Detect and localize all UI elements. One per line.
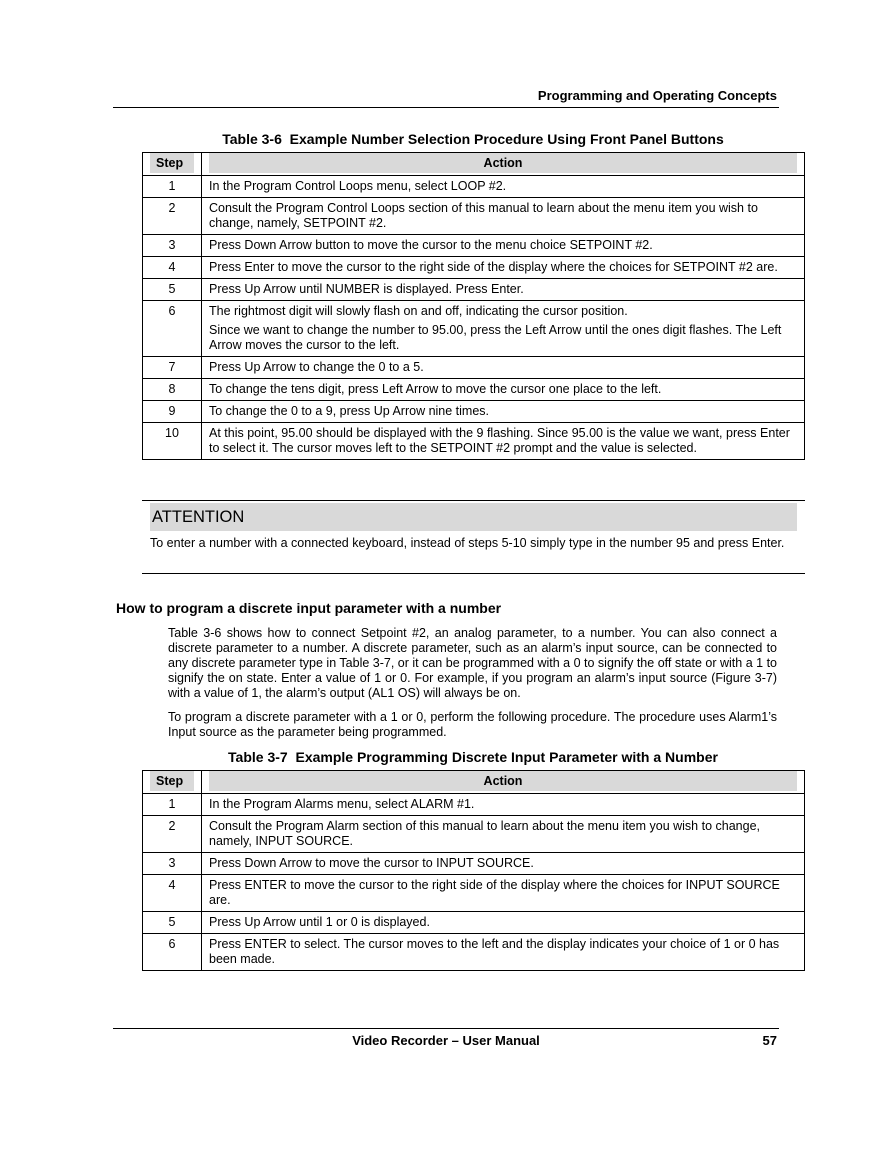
step-number: 9 <box>143 401 202 423</box>
action-text: Press Up Arrow until NUMBER is displayed. Press Enter. <box>209 282 524 296</box>
step-action <box>202 257 805 279</box>
step-action <box>202 301 805 357</box>
table-row <box>143 794 805 816</box>
action-text: To change the tens digit, press Left Arrow to move the cursor one place to the left. <box>209 382 662 396</box>
step-action <box>202 875 805 912</box>
action-text: Consult the Program Control Loops section of this manual to learn about the menu item you wish to change, namely, SETPOINT #2. <box>209 201 758 230</box>
table1-number-selection <box>142 152 805 460</box>
section-paragraph-1: Table 3-6 shows how to connect Setpoint #2, an analog parameter, to a number. You can also connect a discrete parameter to a number. A discrete parameter, such as an alarm’s input source, can be connected to any discrete parameter type in Table 3-7, or it can be programmed with a 0 to signify the off state or with a 1 to signify the on state. Enter a value of 1 or 0. For example, if you program an alarm’s input source (Figure 3-7) with a value of 1, the alarm’s output (AL1 OS) will always be on. <box>168 626 777 700</box>
footer-title: Video Recorder – User Manual <box>352 1033 540 1048</box>
step-action <box>202 794 805 816</box>
step-number: 6 <box>143 301 202 357</box>
step-number: 2 <box>143 816 202 853</box>
table-row <box>143 401 805 423</box>
step-action <box>202 279 805 301</box>
step-action <box>202 401 805 423</box>
table-row <box>143 423 805 460</box>
action-text: Consult the Program Alarm section of this manual to learn about the menu item you wish to change, namely, INPUT SOURCE. <box>209 819 760 848</box>
step-action <box>202 357 805 379</box>
table1-caption: Table 3-6 Example Number Selection Procedure Using Front Panel Buttons <box>222 131 724 147</box>
action-text: In the Program Alarms menu, select ALARM #1. <box>209 797 475 811</box>
action-text: Press Up Arrow until 1 or 0 is displayed. <box>209 915 430 929</box>
step-number: 4 <box>143 257 202 279</box>
step-number: 1 <box>143 794 202 816</box>
step-number: 8 <box>143 379 202 401</box>
action-text: To change the 0 to a 9, press Up Arrow nine times. <box>209 404 490 418</box>
step-action <box>202 198 805 235</box>
step-number: 3 <box>143 853 202 875</box>
step-number: 1 <box>143 176 202 198</box>
step-number: 2 <box>143 198 202 235</box>
footer-divider <box>113 1028 779 1029</box>
step-action <box>202 379 805 401</box>
step-number: 3 <box>143 235 202 257</box>
attention-title: ATTENTION <box>150 503 797 531</box>
step-action <box>202 853 805 875</box>
table2-caption: Table 3-7 Example Programming Discrete Input Parameter with a Number <box>228 749 718 765</box>
table-row <box>143 235 805 257</box>
table-row <box>143 853 805 875</box>
step-action <box>202 176 805 198</box>
step-number: 5 <box>143 279 202 301</box>
action-text: Press ENTER to select. The cursor moves to the left and the display indicates your choice of 1 or 0 has been made. <box>209 937 780 966</box>
table-row <box>143 379 805 401</box>
table1-action-header: Action <box>202 153 805 176</box>
section-heading: How to program a discrete input parameter with a number <box>116 600 502 616</box>
step-action <box>202 235 805 257</box>
step-number: 6 <box>143 934 202 971</box>
action-text: Press Enter to move the cursor to the right side of the display where the choices for SETPOINT #2 are. <box>209 260 778 274</box>
table-row <box>143 198 805 235</box>
header-divider <box>113 107 779 108</box>
table-row <box>143 875 805 912</box>
action-text: The rightmost digit will slowly flash on and off, indicating the cursor position. <box>209 304 628 318</box>
page-number: 57 <box>762 1033 777 1048</box>
page-header-title: Programming and Operating Concepts <box>537 88 777 103</box>
table2-action-header: Action <box>202 771 805 794</box>
step-action <box>202 934 805 971</box>
table-row <box>143 934 805 971</box>
table1-step-header: Step <box>143 153 202 176</box>
action-text: At this point, 95.00 should be displayed with the 9 flashing. Since 95.00 is the value we want, press Enter to select it. The cursor moves left to the SETPOINT #2 prompt and the value is selected. <box>209 426 790 455</box>
step-number: 4 <box>143 875 202 912</box>
action-text: Press Down Arrow to move the cursor to INPUT SOURCE. <box>209 856 534 870</box>
action-text: Press Up Arrow to change the 0 to a 5. <box>209 360 424 374</box>
table-row <box>143 279 805 301</box>
action-text: Press ENTER to move the cursor to the right side of the display where the choices for INPUT SOURCE are. <box>209 878 780 907</box>
attention-box <box>142 500 805 574</box>
table-row <box>143 912 805 934</box>
table2-step-header: Step <box>143 771 202 794</box>
section-paragraph-2: To program a discrete parameter with a 1 or 0, perform the following procedure. The procedure uses Alarm1’s Input source as the parameter being programmed. <box>168 710 777 739</box>
table-row <box>143 301 805 357</box>
table-row <box>143 257 805 279</box>
action-text: Since we want to change the number to 95.00, press the Left Arrow until the ones digit flashes. The Left Arrow moves the cursor to the left. <box>209 323 782 352</box>
step-number: 10 <box>143 423 202 460</box>
action-text: Press Down Arrow button to move the cursor to the menu choice SETPOINT #2. <box>209 238 653 252</box>
step-action <box>202 423 805 460</box>
table2-discrete-input <box>142 770 805 971</box>
action-text: In the Program Control Loops menu, select LOOP #2. <box>209 179 507 193</box>
table-row <box>143 357 805 379</box>
step-number: 7 <box>143 357 202 379</box>
table-row <box>143 816 805 853</box>
attention-text: To enter a number with a connected keyboard, instead of steps 5-10 simply type in the number 95 and press Enter. <box>150 536 785 550</box>
table-row <box>143 176 805 198</box>
step-number: 5 <box>143 912 202 934</box>
step-action <box>202 912 805 934</box>
step-action <box>202 816 805 853</box>
